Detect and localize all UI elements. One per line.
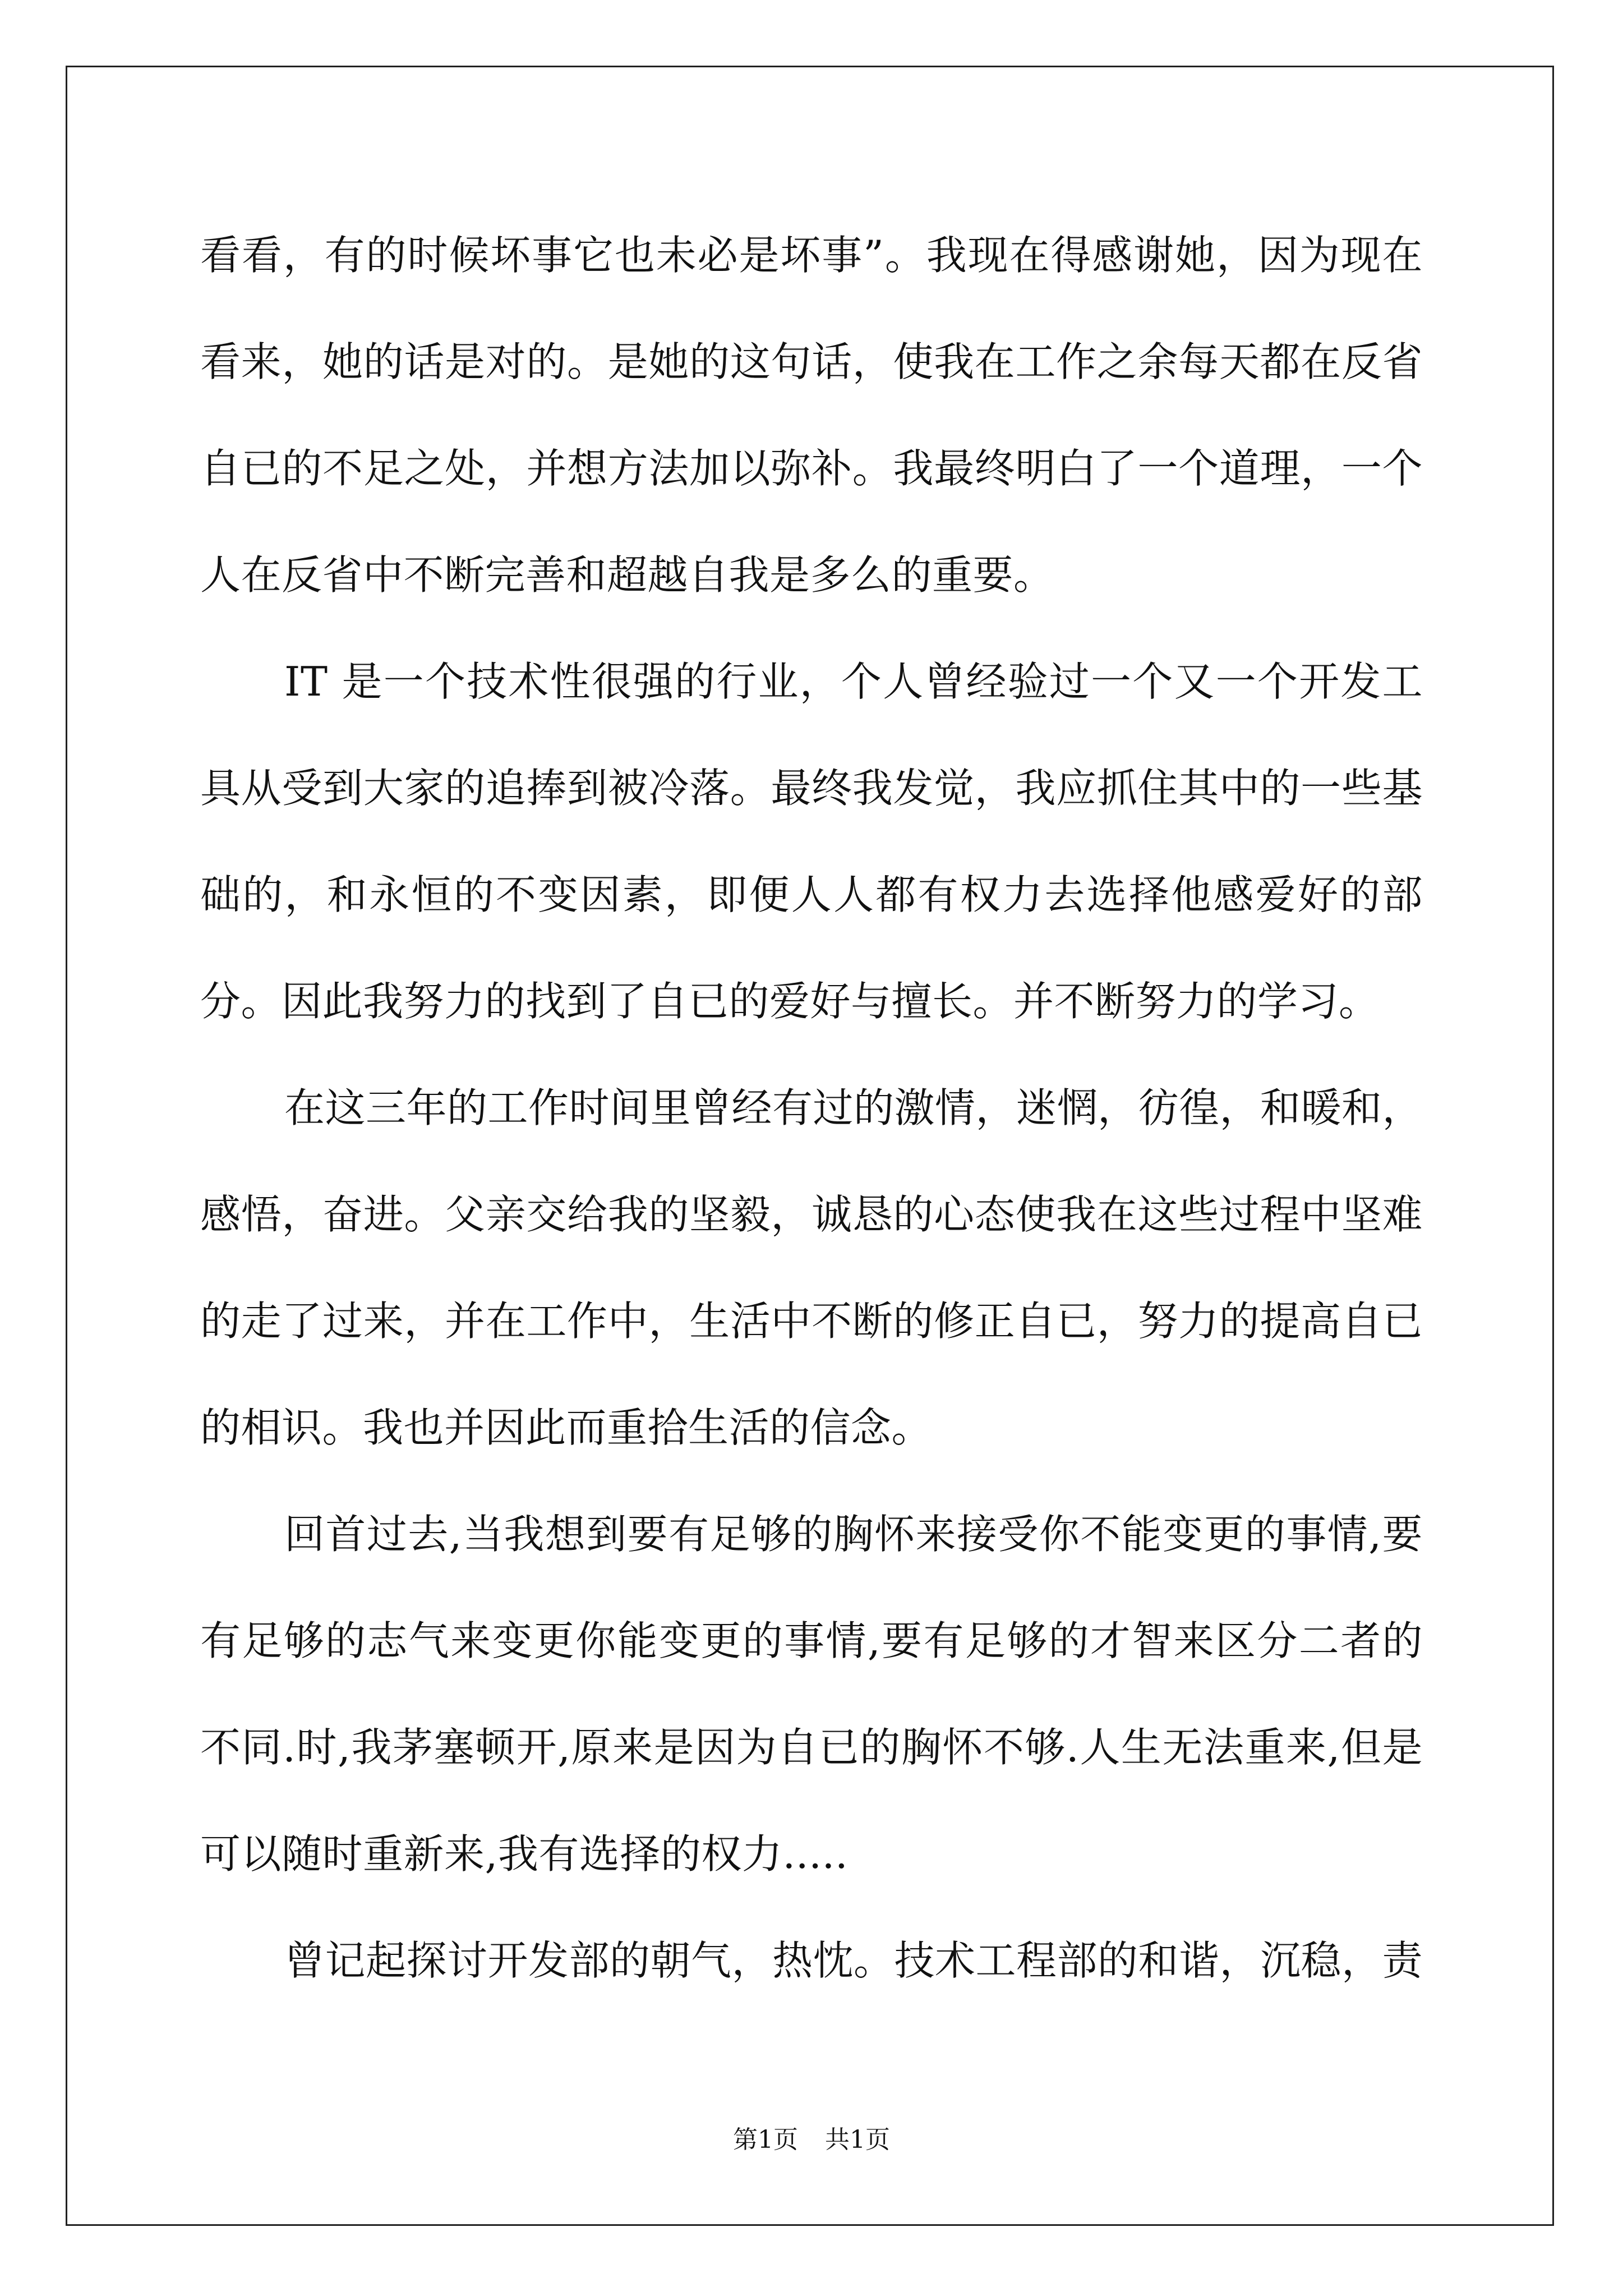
document-body: [200, 202, 1423, 2014]
page-footer: [0, 2119, 1623, 2155]
page-total: 共1页: [825, 2125, 890, 2154]
paragraph-1: 看看，有的时候坏事它也未必是坏事”。我现在得感谢她，因为现在看来，她的话是对的。是她的这句话，使我在工作之余每天都在反省自已的不足之处，并想方法加以弥补。我最终明白了一个道理，一个人在反省中不断完善和超越自我是多么的重要。: [200, 232, 1423, 599]
paragraph-5: 曾记起探讨开发部的朝气，热忱。技术工程部的和谐，沉稳，责: [284, 1937, 1423, 1984]
paragraph-4: 回首过去,当我想到要有足够的胸怀来接受你不能变更的事情,要有足够的志气来变更你能变更的事情,要有足够的才智来区分二者的不同.时,我茅塞顿开,原来是因为自已的胸怀不够.人生无法重来,但是可以随时重新来,我有选择的权力.....: [200, 1511, 1423, 1878]
paragraph-2: IT 是一个技术性很强的行业，个人曾经验过一个又一个开发工具从受到大家的追捧到被冷落。最终我发觉，我应抓住其中的一些基础的，和永恒的不变因素，即便人人都有权力去选择他感爱好的部分。因此我努力的找到了自已的爱好与擅长。并不断努力的学习。: [200, 658, 1423, 1025]
page-number: 第1页: [733, 2125, 798, 2154]
paragraph-3: 在这三年的工作时间里曾经有过的激情，迷惘，彷徨，和暖和，感悟，奋进。父亲交给我的坚毅，诚恳的心态使我在这些过程中坚难的走了过来，并在工作中，生活中不断的修正自已，努力的提高自已的相识。我也并因此而重拾生活的信念。: [200, 1084, 1423, 1451]
